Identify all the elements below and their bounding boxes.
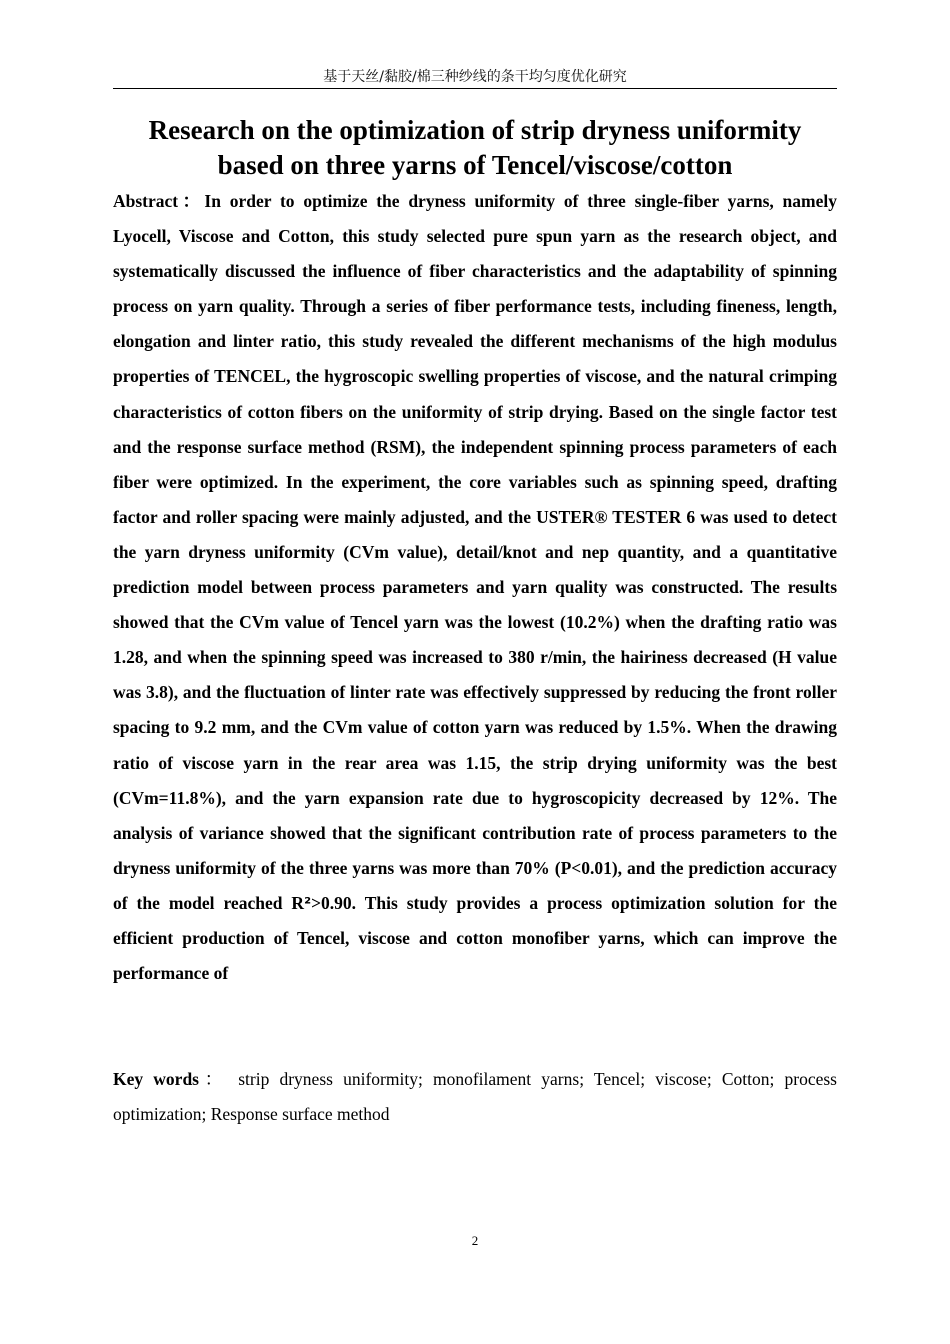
paper-title-line-1: Research on the optimization of strip dryness uniformity — [148, 115, 802, 145]
keywords-list: strip dryness uniformity; monofilament yarns; Tencel; viscose; Cotton; process optimization; Response surface method — [113, 1069, 837, 1124]
paper-title-line-2: based on three yarns of Tencel/viscose/cotton — [217, 150, 733, 180]
abstract-label: Abstract — [113, 191, 179, 211]
running-header: 基于天丝/黏胶/棉三种纱线的条干均匀度优化研究 — [113, 66, 837, 89]
paper-title — [113, 113, 837, 183]
keywords-paragraph — [113, 1062, 837, 1132]
page-number: 2 — [471, 1233, 479, 1248]
abstract-separator: ： — [178, 191, 205, 211]
abstract-body-continued: >0.90. This study provides a process optimization solution for the efficient production of Tencel, viscose and cotton monofiber yarns, which can improve the performance of — [113, 892, 837, 984]
abstract-body: In order to optimize the dryness uniformity of three single-fiber yarns, namely Lyocell, Viscose and Cotton, this study selected pure spun yarn as the research object, and systematically discussed the influence of fiber characteristics and the adaptability of spinning process on yarn quality. Through a series of fiber performance tests, including fineness, length, elongation and linter ratio, this study revealed the different mechanisms of the high modulus properties of TENCEL, the hygroscopic swelling properties of viscose, and the natural crimping characteristics of cotton fibers on the uniformity of strip drying. Based on the single factor test and the response surface method (RSM), the independent spinning process parameters of each fiber were optimized. In the experiment, the core variables such as spinning speed, drafting factor and roller spacing were mainly adjusted, and the USTER® TESTER 6 was used to detect the yarn dryness uniformity (CVm value), detail/knot and nep quantity, and a quantitative prediction model between process parameters and yarn quality was constructed. The results showed that the CVm value of Tencel yarn was the lowest (10.2%) when the drafting ratio was 1.28, and when the spinning speed was increased to 380 r/min, the hairiness decreased (H value was 3.8), and the fluctuation of linter rate was effectively suppressed by reducing the front roller spacing to 9.2 mm, and the CVm value of cotton yarn was reduced by 1.5%. When the drawing ratio of viscose yarn in the rear area was 1.15, the strip drying uniformity was the best (CVm=11.8%), and the yarn expansion rate due to hygroscopicity decreased by 12%. The analysis of variance showed that the significant contribution rate of process parameters to the dryness uniformity of the three yarns was more than 70% (P<0.01), and the prediction accuracy of the model reached R — [113, 191, 837, 913]
keywords-label: Key words — [113, 1069, 199, 1089]
abstract-paragraph — [113, 184, 837, 991]
r-squared-superscript: ² — [304, 893, 312, 913]
keywords-separator: ： — [198, 1069, 229, 1089]
